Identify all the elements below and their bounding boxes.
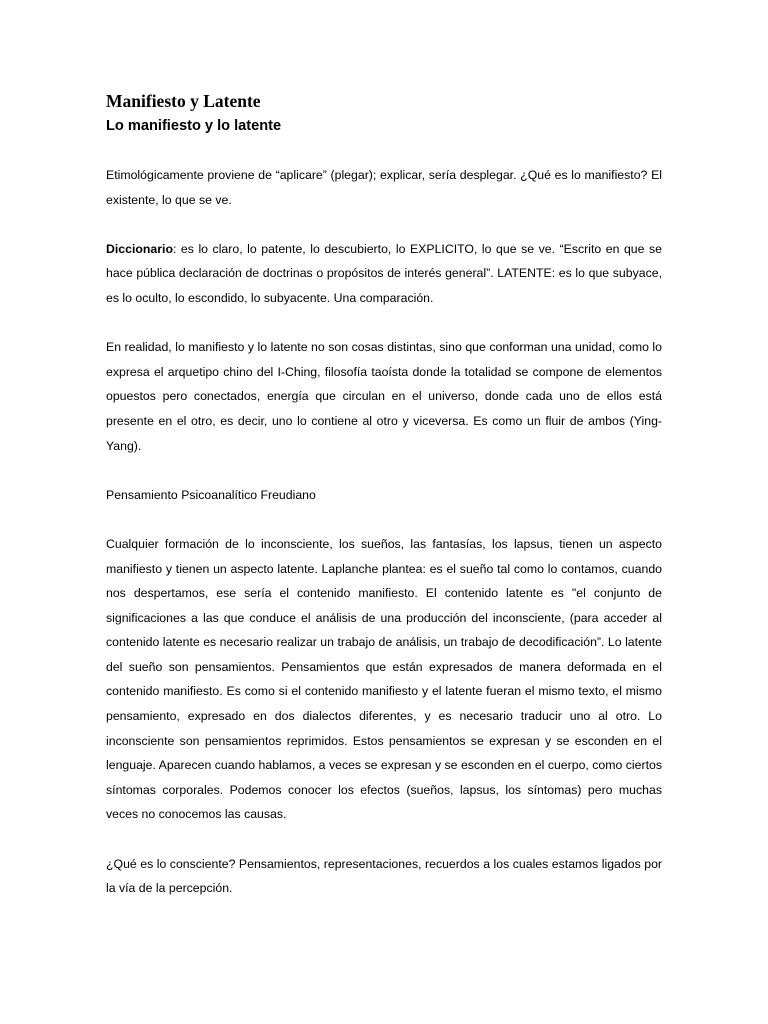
dictionary-term: Diccionario bbox=[106, 241, 173, 256]
paragraph-unconscious: Cualquier formación de lo inconsciente, los sueños, las fantasías, los lapsus, tienen un aspecto manifiesto y tienen un aspecto latente. Laplanche plantea: es el sueño tal como lo contamos, cuando nos despertamos, ese sería el contenido manifiesto. El contenido latente es "el conjunto de significaciones a las que conduce el análisis de una producción del inconsciente, (para acceder al contenido latente es necesario realizar un trabajo de análisis, un trabajo de decodificación”. Lo latente del sueño son pensamientos. Pensamientos que están expresados de manera deformada en el contenido manifiesto. Es como si el contenido manifiesto y el latente fueran el mismo texto, el mismo pensamiento, expresado en dos dialectos diferentes, y es necesario traducir uno al otro. Lo inconsciente son pensamientos reprimidos. Estos pensamientos se expresan y se esconden en el lenguaje. Aparecen cuando hablamos, a veces se expresan y se esconden en el cuerpo, como ciertos síntomas corporales. Podemos conocer los efectos (sueños, lapsus, los síntomas) pero muchas veces no conocemos las causas. bbox=[106, 536, 662, 822]
section-heading-freudian: Pensamiento Psicoanalítico Freudiano bbox=[106, 487, 316, 502]
document-page bbox=[106, 88, 662, 925]
paragraph-etymology: Etimológicamente proviene de “aplicare” (plegar); explicar, sería desplegar. ¿Qué es lo manifiesto? El existente, lo que se ve. bbox=[106, 168, 662, 207]
dictionary-definition: : es lo claro, lo patente, lo descubierto, lo EXPLICITO, lo que se ve. “Escrito en que se hace pública declaración de doctrinas o propósitos de interés general”. LATENTE: es lo que subyace, es lo oculto, lo escondido, lo subyacente. Una comparación. bbox=[106, 241, 662, 305]
paragraph-conscious: ¿Qué es lo consciente? Pensamientos, representaciones, recuerdos a los cuales estamos ligados por la vía de la percepción. bbox=[106, 856, 662, 896]
paragraph-dictionary bbox=[106, 237, 662, 311]
document-subtitle: Lo manifiesto y lo latente bbox=[106, 118, 282, 134]
document-title: Manifiesto y Latente bbox=[106, 91, 261, 111]
paragraph-i-ching: En realidad, lo manifiesto y lo latente no son cosas distintas, sino que conforman una unidad, como lo expresa el arquetipo chino del I-Ching, filosofía taoísta donde la totalidad se compone de elementos opuestos pero conectados, energía que circulan en el universo, donde cada uno de ellos está presente en el otro, es decir, uno lo contiene al otro y viceversa. Es como un fluir de ambos (Ying-Yang). bbox=[106, 340, 662, 453]
